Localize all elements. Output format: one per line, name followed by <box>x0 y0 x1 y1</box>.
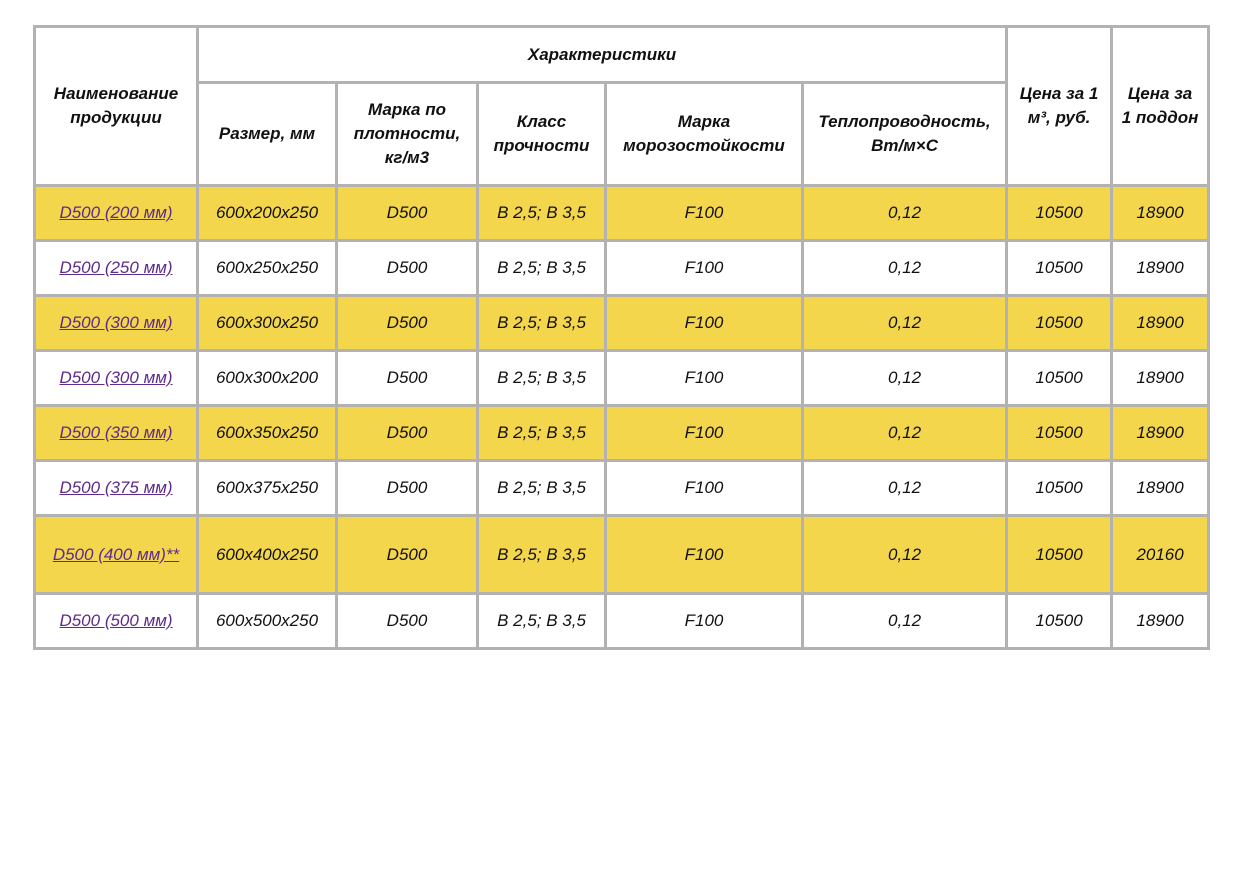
price-table <box>33 25 1210 650</box>
cell-strength: B 2,5; B 3,5 <box>478 186 606 241</box>
cell-thermal: 0,12 <box>803 296 1007 351</box>
product-name-cell <box>35 296 198 351</box>
cell-density: D500 <box>337 516 478 594</box>
cell-size: 600х300х250 <box>198 296 337 351</box>
cell-density: D500 <box>337 296 478 351</box>
cell-density: D500 <box>337 241 478 296</box>
cell-price-pallet: 18900 <box>1112 406 1209 461</box>
product-link[interactable]: D500 (350 мм) <box>59 423 173 442</box>
cell-size: 600х200х250 <box>198 186 337 241</box>
product-link[interactable]: D500 (375 мм) <box>59 478 173 497</box>
cell-density: D500 <box>337 406 478 461</box>
product-name-cell <box>35 406 198 461</box>
cell-price-m3: 10500 <box>1007 461 1112 516</box>
product-link[interactable]: D500 (300 мм) <box>59 368 173 387</box>
cell-strength: B 2,5; B 3,5 <box>478 351 606 406</box>
product-name-cell <box>35 351 198 406</box>
cell-thermal: 0,12 <box>803 351 1007 406</box>
header-price-m3: Цена за 1 м³, руб. <box>1007 27 1112 186</box>
cell-size: 600х350х250 <box>198 406 337 461</box>
cell-price-m3: 10500 <box>1007 594 1112 649</box>
header-name: Наименование продукции <box>35 27 198 186</box>
cell-thermal: 0,12 <box>803 516 1007 594</box>
product-link[interactable]: D500 (400 мм)** <box>52 544 180 564</box>
cell-price-pallet: 18900 <box>1112 594 1209 649</box>
header-thermal: Теплопроводность, Вт/м×С <box>803 83 1007 186</box>
cell-thermal: 0,12 <box>803 241 1007 296</box>
header-row-group <box>35 27 1209 83</box>
cell-thermal: 0,12 <box>803 461 1007 516</box>
cell-frost: F100 <box>606 186 803 241</box>
cell-frost: F100 <box>606 241 803 296</box>
cell-density: D500 <box>337 351 478 406</box>
cell-size: 600х300х200 <box>198 351 337 406</box>
price-table-container <box>33 25 1207 650</box>
cell-strength: B 2,5; B 3,5 <box>478 461 606 516</box>
cell-frost: F100 <box>606 516 803 594</box>
table-row <box>35 594 1209 649</box>
product-name-cell <box>35 186 198 241</box>
product-name-cell <box>35 461 198 516</box>
cell-strength: B 2,5; B 3,5 <box>478 296 606 351</box>
table-row <box>35 406 1209 461</box>
header-strength: Класс прочности <box>478 83 606 186</box>
product-link[interactable]: D500 (300 мм) <box>59 313 173 332</box>
header-size: Размер, мм <box>198 83 337 186</box>
cell-size: 600х375х250 <box>198 461 337 516</box>
cell-price-m3: 10500 <box>1007 241 1112 296</box>
cell-size: 600х400х250 <box>198 516 337 594</box>
table-row <box>35 296 1209 351</box>
product-name-cell <box>35 516 198 594</box>
header-frost: Марка морозостойкости <box>606 83 803 186</box>
cell-price-pallet: 18900 <box>1112 351 1209 406</box>
product-name-cell <box>35 594 198 649</box>
cell-strength: B 2,5; B 3,5 <box>478 406 606 461</box>
cell-thermal: 0,12 <box>803 594 1007 649</box>
product-link[interactable]: D500 (500 мм) <box>59 611 173 630</box>
cell-frost: F100 <box>606 296 803 351</box>
cell-density: D500 <box>337 186 478 241</box>
cell-frost: F100 <box>606 594 803 649</box>
cell-frost: F100 <box>606 406 803 461</box>
cell-price-m3: 10500 <box>1007 186 1112 241</box>
cell-price-pallet: 18900 <box>1112 186 1209 241</box>
cell-density: D500 <box>337 594 478 649</box>
cell-frost: F100 <box>606 351 803 406</box>
header-price-pallet: Цена за 1 поддон <box>1112 27 1209 186</box>
cell-size: 600х250х250 <box>198 241 337 296</box>
cell-price-pallet: 18900 <box>1112 241 1209 296</box>
cell-price-pallet: 20160 <box>1112 516 1209 594</box>
table-row <box>35 351 1209 406</box>
cell-thermal: 0,12 <box>803 186 1007 241</box>
cell-size: 600х500х250 <box>198 594 337 649</box>
table-row <box>35 241 1209 296</box>
cell-strength: B 2,5; B 3,5 <box>478 241 606 296</box>
table-row <box>35 516 1209 594</box>
table-row <box>35 186 1209 241</box>
table-row <box>35 461 1209 516</box>
table-body <box>35 186 1209 649</box>
cell-price-pallet: 18900 <box>1112 461 1209 516</box>
cell-strength: B 2,5; B 3,5 <box>478 594 606 649</box>
cell-price-m3: 10500 <box>1007 516 1112 594</box>
header-characteristics: Характеристики <box>198 27 1007 83</box>
cell-price-pallet: 18900 <box>1112 296 1209 351</box>
cell-price-m3: 10500 <box>1007 406 1112 461</box>
cell-price-m3: 10500 <box>1007 351 1112 406</box>
product-link[interactable]: D500 (200 мм) <box>59 203 173 222</box>
cell-price-m3: 10500 <box>1007 296 1112 351</box>
cell-strength: B 2,5; B 3,5 <box>478 516 606 594</box>
header-density: Марка по плотности, кг/м3 <box>337 83 478 186</box>
cell-thermal: 0,12 <box>803 406 1007 461</box>
cell-density: D500 <box>337 461 478 516</box>
product-name-cell <box>35 241 198 296</box>
cell-frost: F100 <box>606 461 803 516</box>
product-link[interactable]: D500 (250 мм) <box>59 258 173 277</box>
